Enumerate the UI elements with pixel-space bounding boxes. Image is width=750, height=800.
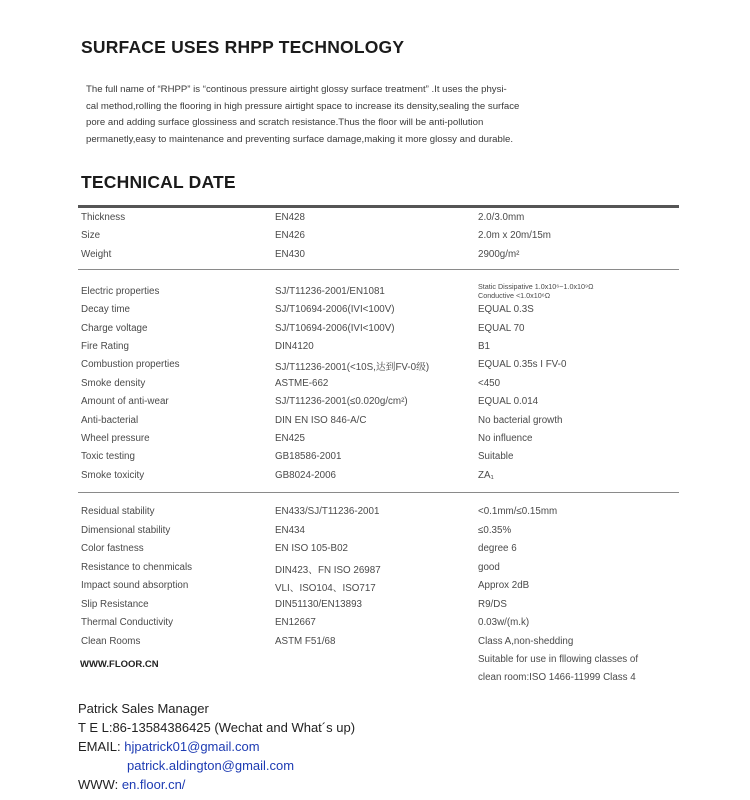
property-value: B1 bbox=[478, 341, 490, 352]
property-name: Residual stability bbox=[81, 506, 155, 517]
table-row bbox=[81, 562, 681, 578]
test-standard: DIN EN ISO 846-A/C bbox=[275, 415, 367, 426]
property-name: Size bbox=[81, 230, 101, 241]
table-row bbox=[81, 396, 681, 412]
test-standard: DIN51130/EN13893 bbox=[275, 599, 362, 610]
property-name: Color fastness bbox=[81, 543, 144, 554]
page-title: SURFACE USES RHPP TECHNOLOGY bbox=[81, 37, 405, 57]
test-standard: GB8024-2006 bbox=[275, 470, 337, 481]
property-name: Charge voltage bbox=[81, 323, 148, 334]
property-value: <0.1mm/≤0.15mm bbox=[478, 506, 558, 517]
property-name: Wheel pressure bbox=[81, 433, 150, 444]
email-link[interactable]: hjpatrick01@gmail.com bbox=[124, 739, 260, 754]
contact-tel: T E L:86-13584386425 (Wechat and What´s up) bbox=[78, 720, 356, 735]
test-standard: ASTM F51/68 bbox=[275, 636, 336, 647]
table-row bbox=[81, 599, 681, 615]
clean-room-note: Suitable for use in fllowing classes of bbox=[478, 654, 639, 665]
test-standard: EN430 bbox=[275, 249, 305, 260]
table-row bbox=[81, 341, 681, 357]
test-standard: EN425 bbox=[275, 433, 305, 444]
table-row bbox=[81, 451, 681, 467]
property-name: Combustion properties bbox=[81, 359, 180, 370]
contact-email-2 bbox=[127, 758, 294, 773]
contact-name: Patrick Sales Manager bbox=[78, 701, 209, 716]
table-row bbox=[81, 543, 681, 559]
property-name: Toxic testing bbox=[81, 451, 135, 462]
property-name: Fire Rating bbox=[81, 341, 129, 352]
test-standard: EN ISO 105-B02 bbox=[275, 543, 348, 554]
test-standard: SJ/T11236-2001(≤0.020g/cm²) bbox=[275, 396, 408, 407]
test-standard: EN434 bbox=[275, 525, 305, 536]
table-row bbox=[81, 212, 681, 228]
table-row bbox=[81, 636, 681, 652]
table-row bbox=[81, 323, 681, 339]
property-name: Anti-bacterial bbox=[81, 415, 139, 426]
property-name: Impact sound absorption bbox=[81, 580, 189, 591]
property-name: Thermal Conductivity bbox=[81, 617, 174, 628]
property-name: Smoke density bbox=[81, 378, 146, 389]
table-row bbox=[81, 415, 681, 431]
property-value: EQUAL 0.014 bbox=[478, 396, 539, 407]
table-top-rule bbox=[78, 205, 679, 208]
table-row bbox=[81, 433, 681, 449]
property-name: Smoke toxicity bbox=[81, 470, 145, 481]
property-name: Amount of anti-wear bbox=[81, 396, 169, 407]
property-value: degree 6 bbox=[478, 543, 517, 554]
property-value: 2.0m x 20m/15m bbox=[478, 230, 551, 241]
table-row bbox=[81, 359, 681, 375]
property-name: Slip Resistance bbox=[81, 599, 149, 610]
property-name: Dimensional stability bbox=[81, 525, 171, 536]
test-standard: SJ/T10694-2006(IVI<100V) bbox=[275, 304, 395, 315]
test-standard: SJ/T10694-2006(IVI<100V) bbox=[275, 323, 395, 334]
test-standard: SJ/T11236-2001(<10S,达到FV-0级) bbox=[275, 362, 430, 373]
table-row bbox=[81, 378, 681, 394]
test-standard: VLI、ISO104、ISO717 bbox=[275, 583, 376, 594]
property-value: Suitable bbox=[478, 451, 514, 462]
table-row bbox=[81, 506, 681, 522]
table-row bbox=[81, 230, 681, 246]
property-value: ZA₁ bbox=[478, 470, 494, 481]
test-standard: GB18586-2001 bbox=[275, 451, 342, 462]
property-value: Static Dissipative 1.0x10⁶~1.0x10⁹Ω Conductive <1.0x10⁶Ω bbox=[478, 282, 594, 300]
property-value: 2.0/3.0mm bbox=[478, 212, 525, 223]
table-row bbox=[81, 249, 681, 265]
footer-url: WWW.FLOOR.CN bbox=[80, 659, 159, 670]
property-value: ≤0.35% bbox=[478, 525, 512, 536]
website-link[interactable]: en.floor.cn/ bbox=[121, 777, 186, 792]
property-value: good bbox=[478, 562, 500, 573]
table-row bbox=[81, 282, 681, 302]
property-name: Weight bbox=[81, 249, 112, 260]
section-title: TECHNICAL DATE bbox=[81, 172, 236, 192]
table-row bbox=[81, 580, 681, 596]
table-row bbox=[81, 470, 681, 486]
property-value: No bacterial growth bbox=[478, 415, 563, 426]
property-name: Clean Rooms bbox=[81, 636, 141, 647]
property-value: EQUAL 0.35s I FV-0 bbox=[478, 359, 567, 370]
property-value: EQUAL 70 bbox=[478, 323, 525, 334]
intro-paragraph bbox=[86, 82, 646, 148]
property-value: 2900g/m² bbox=[478, 249, 520, 260]
property-name: Decay time bbox=[81, 304, 130, 315]
property-name: Thickness bbox=[81, 212, 126, 223]
test-standard: EN433/SJ/T11236-2001 bbox=[275, 506, 380, 517]
test-standard: DIN423、FN ISO 26987 bbox=[275, 565, 381, 576]
email-link-2[interactable]: patrick.aldington@gmail.com bbox=[127, 758, 295, 773]
property-value: R9/DS bbox=[478, 599, 507, 610]
contact-email bbox=[78, 739, 260, 754]
property-name: Resistance to chenmicals bbox=[81, 562, 193, 573]
intro-line: cal method,rolling the flooring in high pressure airtight space to increase its density,sealing the surface bbox=[86, 100, 520, 112]
property-value: 0.03w/(m.k) bbox=[478, 617, 530, 628]
clean-room-note: clean room:ISO 1466-11999 Class 4 bbox=[478, 672, 636, 683]
test-standard: DIN4120 bbox=[275, 341, 314, 352]
table-divider bbox=[78, 492, 679, 493]
test-standard: SJ/T11236-2001/EN1081 bbox=[275, 286, 385, 297]
email-label: EMAIL: bbox=[78, 739, 125, 754]
intro-line: pore and adding surface glossiness and scratch resistance.Thus the floor will be anti-pollution bbox=[86, 117, 484, 128]
property-value: EQUAL 0.3S bbox=[478, 304, 534, 315]
intro-line: permanetly,easy to maintenance and preventing surface damage,making it more glossy and durable. bbox=[86, 133, 513, 145]
test-standard: EN12667 bbox=[275, 617, 316, 628]
property-value-line2: Conductive <1.0x10⁶Ω bbox=[478, 291, 551, 300]
table-row bbox=[81, 617, 681, 633]
table-row bbox=[81, 304, 681, 320]
property-value: No influence bbox=[478, 433, 533, 444]
contact-website bbox=[78, 777, 185, 792]
test-standard: EN426 bbox=[275, 230, 305, 241]
property-name: Electric properties bbox=[81, 286, 160, 297]
property-value: Approx 2dB bbox=[478, 580, 530, 591]
test-standard: ASTME-662 bbox=[275, 378, 329, 389]
www-label: WWW: bbox=[78, 777, 122, 792]
property-value: Class A,non-shedding bbox=[478, 636, 574, 647]
table-row bbox=[81, 525, 681, 541]
property-value: <450 bbox=[478, 378, 501, 389]
intro-line: The full name of “RHPP” is “continous pressure airtight glossy surface treatment” .It uses the physi- bbox=[86, 84, 507, 95]
table-divider bbox=[78, 269, 679, 270]
test-standard: EN428 bbox=[275, 212, 305, 223]
